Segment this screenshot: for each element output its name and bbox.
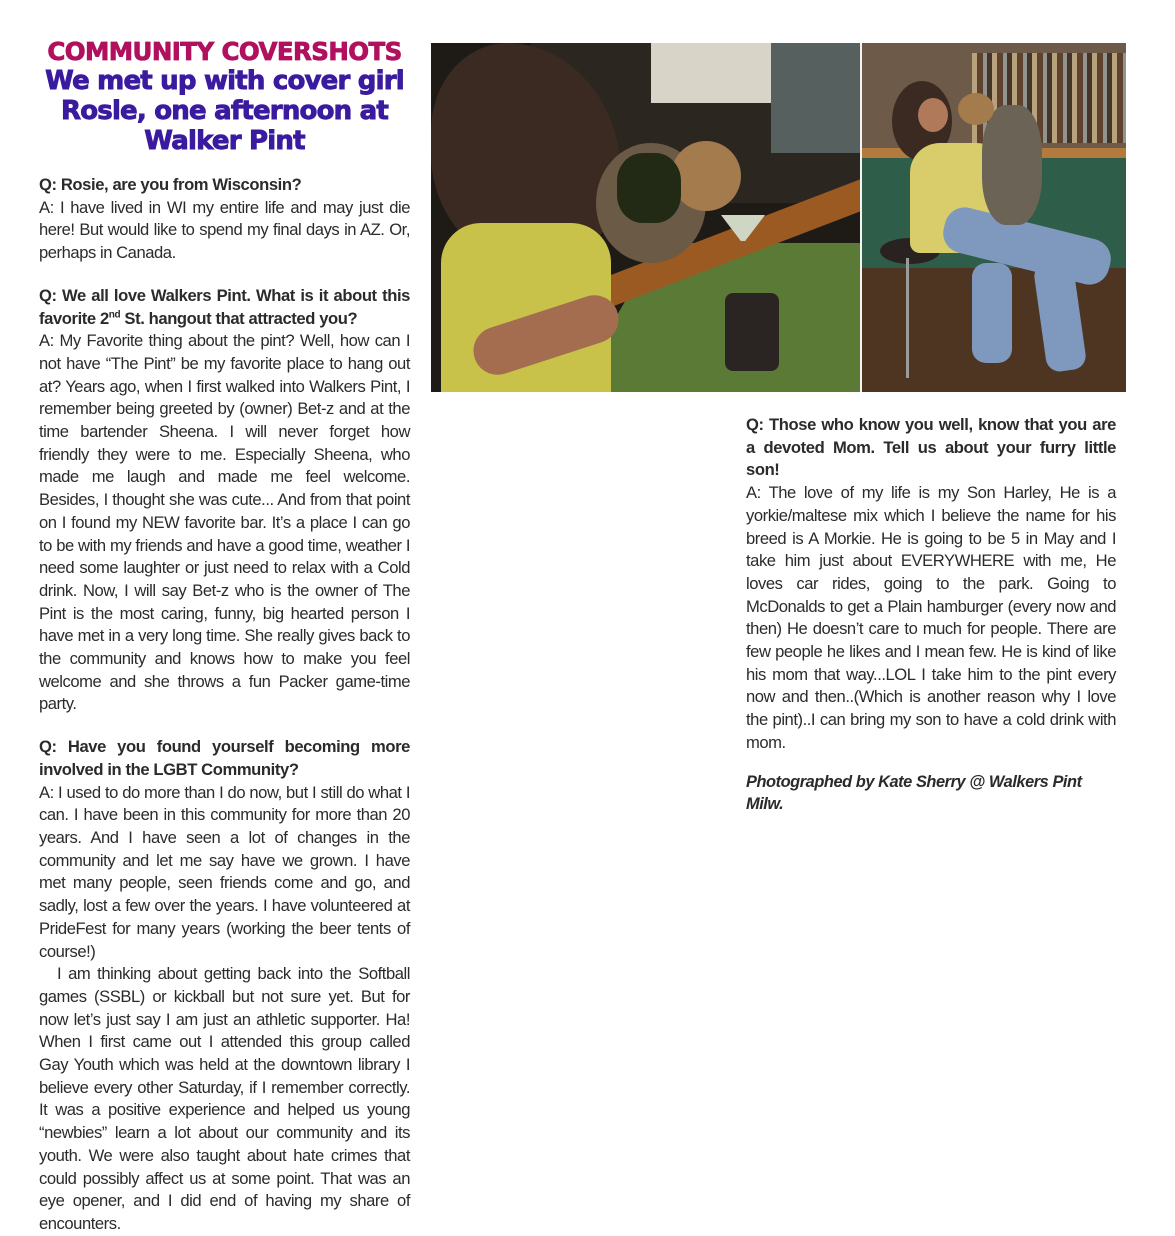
qa-block-lgbt-community (39, 736, 410, 1235)
answer-paragraph: A: I have lived in WI my entire life and may just die here! But would like to spend my final days in AZ. Or, perhaps in Canada. (39, 197, 410, 263)
photo-credit: Photographed by Kate Sherry @ Walkers Pint Milw. (746, 772, 1082, 813)
qa-block-furry-son (746, 414, 1116, 755)
question: Q: Have you found yourself becoming more involved in the LGBT Community? (39, 737, 410, 779)
ordinal-suffix: nd (108, 308, 121, 320)
answer-paragraph: A: I used to do more than I do now, but I still do what I can. I have been in this community for more than 20 years. And I have seen a lot of changes in the community and let me say have we grown. I have met many people, seen friends come and go, and sadly, lost a few over the years. I have volunteered at PrideFest for many years (working the beer tents of course!) (39, 782, 410, 961)
photo-bar-martini (431, 43, 860, 392)
left-column (39, 38, 410, 1236)
question-text: St. hangout that attracted you? (120, 308, 358, 328)
photo-bar-stool (862, 43, 1126, 392)
answer-paragraph: I am thinking about getting back into the Softball games (SSBL) or kickball but not sure yet. But for now let’s just say I am just an athletic supporter. Ha! When I first came out I attended this group called Gay Youth which was held at the downtown library I believe every other Saturday, if I remember correctly. It was a positive experience and helped us young “newbies” learn a lot about our community and its youth. We were also taught about hate crimes that could possibly affect us at some point. That was an eye opener, and I did end of having my share of encounters. (39, 964, 410, 1233)
photo-strip (431, 43, 1126, 392)
qa-block-walkers-pint (39, 285, 410, 716)
qa-block-wisconsin (39, 174, 410, 265)
question: Q: Rosie, are you from Wisconsin? (39, 175, 302, 194)
answer (39, 782, 410, 1236)
answer (39, 330, 410, 716)
right-column (746, 414, 1116, 815)
answer-paragraph: A: My Favorite thing about the pint? Well, how can I not have “The Pint” be my favorite place to hang out at? Years ago, when I first walked into Walkers Pint, I remember being greeted by (owner) Bet-z and at the time bartender Sheena. I will never forget how friendly they were to me. Especially Sheena, who made me laugh and made me feel welcome. Besides, I thought she was cute... And from that point on I found my NEW favorite bar. It’s a place I can go to be with my friends and have a good time, weather I need some laughter or just need to relax with a Cold drink. Now, I will say Bet-z who is the owner of The Pint is the most caring, funny, big hearted person I have met in a very long time. She really gives back to the community and knows how to make you feel welcome and she throws a fun Packer game-time party. (39, 331, 410, 714)
question: Q: Those who know you well, know that you are a devoted Mom. Tell us about your furry little son! (746, 415, 1116, 480)
answer (39, 197, 410, 265)
answer (746, 482, 1116, 754)
question (39, 285, 410, 330)
section-title: COMMUNITY COVERSHOTS (47, 37, 402, 66)
headline: We met up with cover girl Rosle, one afternoon at Walker Pint (45, 66, 404, 156)
answer-paragraph: A: The love of my life is my Son Harley, He is a yorkie/maltese mix which I believe the name for his breed is A Morkie. He is going to be 5 in May and I take him just about EVERYWHERE with me, He loves car rides, going to the park. Going to McDonalds to get a Plain hamburger (every now and then) He doesn’t care to much for people. There are few people he likes and I mean few. He is kind of like his mom that way...LOL I take him to the pint every now and then..(Which is another reason why I love the pint)..I can bring my son to have a cold drink with mom. (746, 483, 1116, 752)
question-text: Q: We all love Walkers Pint. What is it about this favorite 2 (39, 285, 410, 328)
